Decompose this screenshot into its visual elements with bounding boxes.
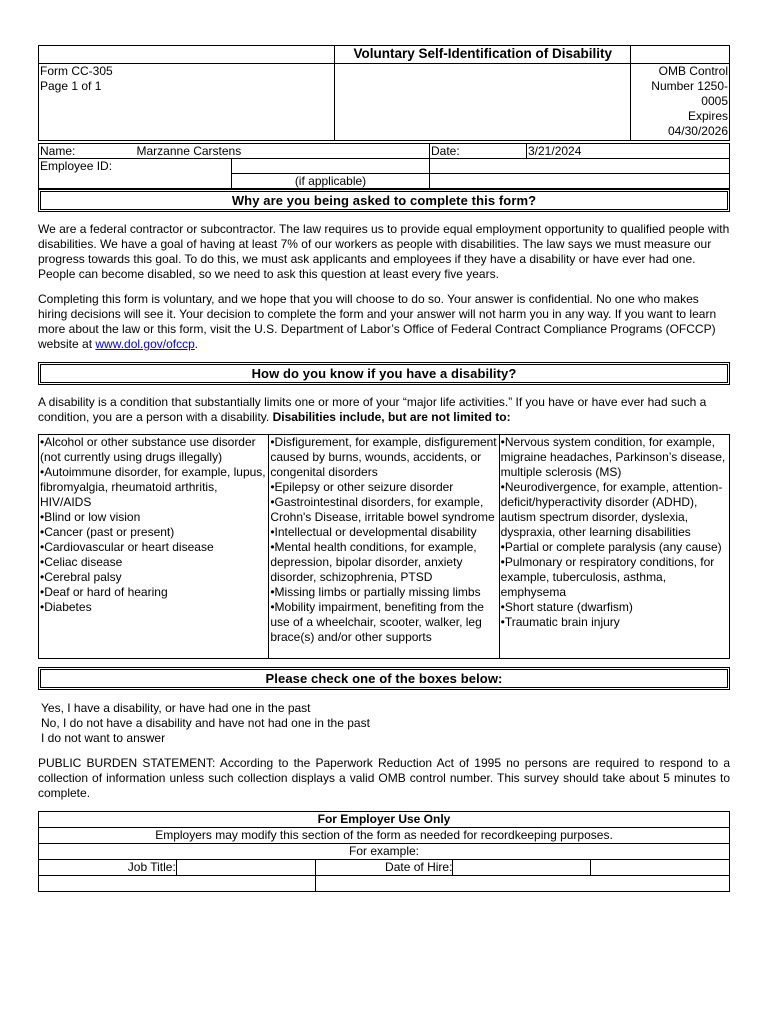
hire-date-field[interactable] bbox=[453, 860, 591, 876]
ofccp-link[interactable]: www.dol.gov/ofccp bbox=[95, 337, 195, 351]
employee-id-note: (if applicable) bbox=[232, 174, 430, 189]
disability-column-3: •Nervous system condition, for example, migraine headaches, Parkinson’s disease, multiple sclerosis (MS) •Neurodivergence, for example, attention-deficit/hyperactivity disorder (ADHD), autism spectrum disorder, dyslexia, dyspraxia, other learning disabilities •Partial or complete paralysis (any cause) •Pulmonary or respiratory conditions, for example, tuberculosis, asthma, emphysema •Short stature (dwarfism) •Traumatic brain injury bbox=[499, 435, 729, 659]
section-heading-why: Why are you being asked to complete this form? bbox=[38, 189, 730, 212]
employee-id-label: Employee ID: bbox=[39, 159, 232, 174]
disability-list-table bbox=[38, 434, 730, 659]
job-title-field[interactable] bbox=[176, 860, 315, 876]
section-heading-check: Please check one of the boxes below: bbox=[38, 667, 730, 690]
disability-column-1: •Alcohol or other substance use disorder (not currently using drugs illegally) •Autoimmune disorder, for example, lupus, fibromyalgia, rheumatoid arthritis, HIV/AIDS •Blind or low vision •Cancer (past or present) •Cardiovascular or heart disease •Celiac disease •Cerebral palsy •Deaf or hard of hearing •Diabetes bbox=[39, 435, 269, 659]
employer-use-title: For Employer Use Only bbox=[39, 812, 730, 828]
omb-control: OMB Control Number 1250- 0005 Expires 04/30/2026 bbox=[631, 64, 730, 141]
section-heading-how: How do you know if you have a disability? bbox=[38, 362, 730, 385]
hire-date-label: Date of Hire: bbox=[315, 860, 453, 876]
answer-options bbox=[41, 701, 370, 746]
disability-definition: A disability is a condition that substantially limits one or more of your “major life activities.” If you have or have ever had such a condition, you are a person with a disability. Disabilities include, but are not limited to: bbox=[38, 395, 707, 424]
disability-column-2: •Disfigurement, for example, disfigurement caused by burns, wounds, accidents, or congenital disorders •Epilepsy or other seizure disorder •Gastrointestinal disorders, for example, Crohn's Disease, irritable bowel syndrome •Intellectual or developmental disability •Mental health conditions, for example, depression, bipolar disorder, anxiety disorder, schizophrenia, PTSD •Missing limbs or partially missing limbs •Mobility impairment, benefiting from the use of a wheelchair, scooter, walker, leg brace(s) and/or other supports bbox=[269, 435, 499, 659]
employee-info-table bbox=[38, 143, 730, 189]
public-burden-statement: PUBLIC BURDEN STATEMENT: According to the Paperwork Reduction Act of 1995 no persons are required to respond to a collection of information unless such collection displays a valid OMB control number. This survey should take about 5 minutes to complete. bbox=[38, 756, 730, 800]
option-yes[interactable]: Yes, I have a disability, or have had one in the past bbox=[41, 701, 311, 715]
form-id-cell bbox=[39, 64, 335, 141]
form-title: Voluntary Self-Identification of Disability bbox=[335, 46, 631, 64]
option-decline[interactable]: I do not want to answer bbox=[41, 731, 166, 745]
name-field[interactable]: Marzanne Carstens bbox=[136, 144, 430, 159]
date-label: Date: bbox=[430, 144, 527, 159]
employer-use-table bbox=[38, 811, 730, 892]
name-label: Name: bbox=[39, 144, 136, 159]
date-field[interactable]: 3/21/2024 bbox=[527, 144, 730, 159]
form-header bbox=[38, 45, 730, 141]
form-number: Form CC-305 bbox=[40, 64, 113, 78]
why-paragraph-1: We are a federal contractor or subcontractor. The law requires us to provide equal employment opportunity to qualified people with disabilities. We have a goal of having at least 7% of our workers as people with disabilities. The law says we must measure our progress towards this goal. To do this, we must ask applicants and employees if they have a disability or have ever had one. People can become disabled, so we need to ask this question at least every five years. bbox=[38, 222, 730, 281]
why-paragraph-2: Completing this form is voluntary, and we hope that you will choose to do so. Your answer is confidential. No one who makes hiring decisions will see it. Your decision to complete the form and your answer will not harm you in any way. If you want to learn more about the law or this form, visit the U.S. Department of Labor’s Office of Federal Contract Compliance Programs (OFCCP) website at www.dol.gov/ofccp. bbox=[38, 292, 717, 351]
page-indicator: Page 1 of 1 bbox=[40, 79, 102, 93]
employer-example-label: For example: bbox=[39, 844, 730, 860]
option-no[interactable]: No, I do not have a disability and have not had one in the past bbox=[41, 716, 370, 730]
employer-use-note: Employers may modify this section of the form as needed for recordkeeping purposes. bbox=[39, 828, 730, 844]
job-title-label: Job Title: bbox=[39, 860, 177, 876]
employee-id-field[interactable] bbox=[232, 159, 430, 174]
